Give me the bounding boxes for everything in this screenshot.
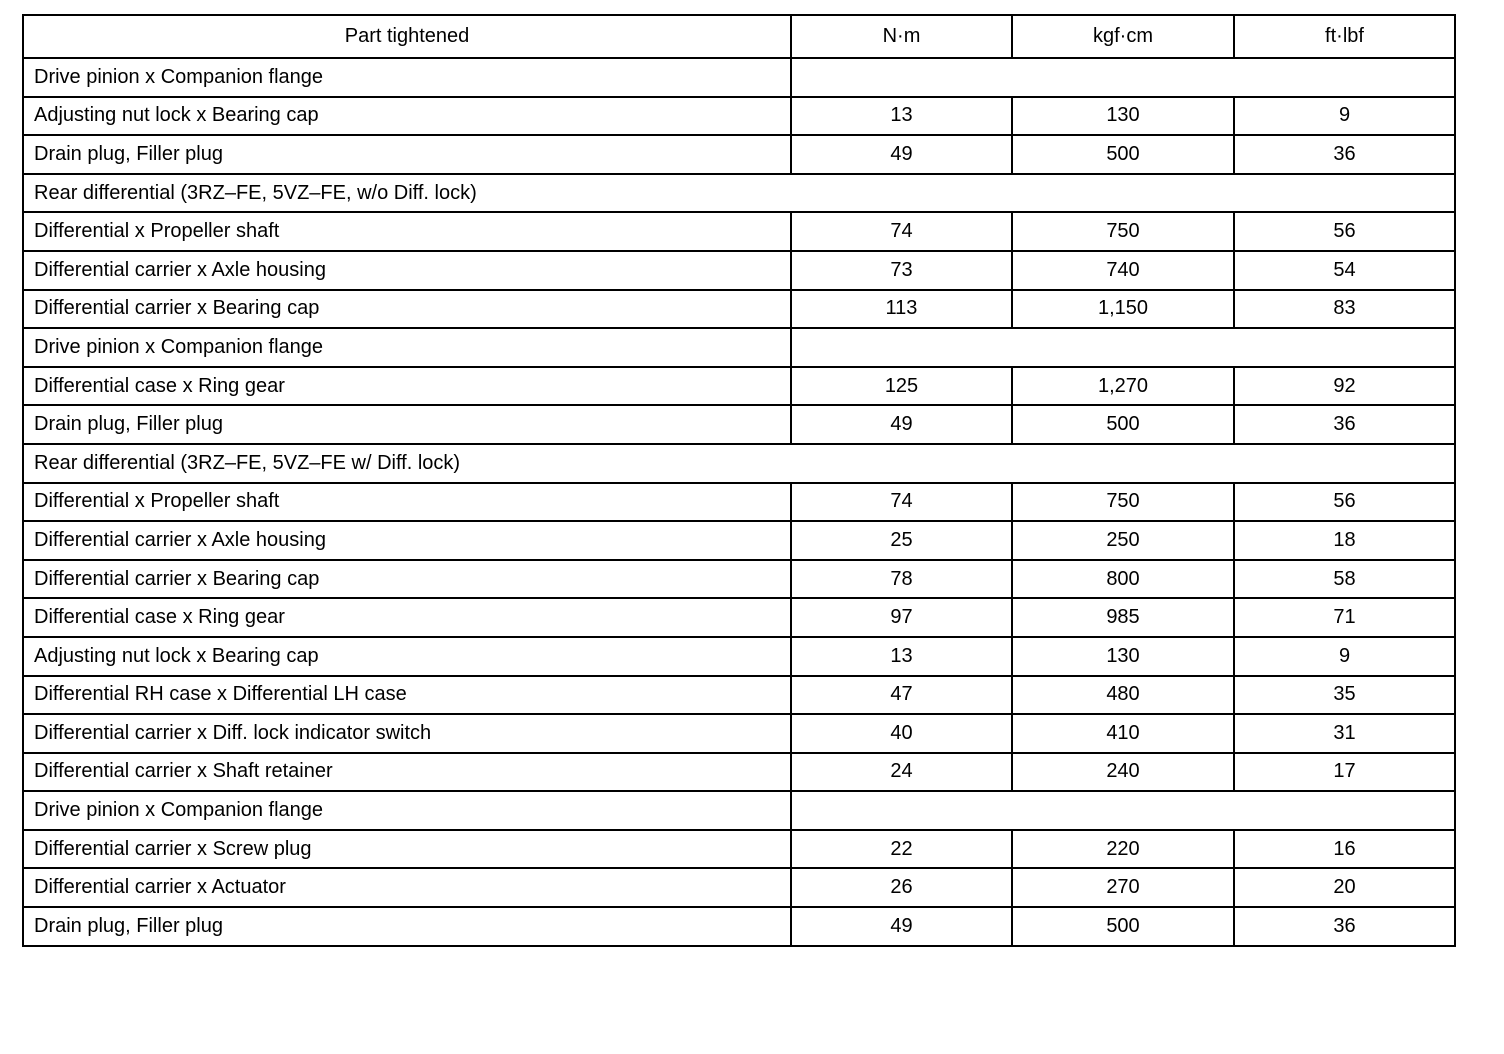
cell-newton-meter: 22 [791,830,1012,869]
cell-kgf-cm: 240 [1012,753,1234,792]
cell-ft-lbf: 36 [1234,907,1455,946]
cell-part-tightened: Drain plug, Filler plug [23,135,791,174]
cell-ft-lbf: 31 [1234,714,1455,753]
table-header-row [23,15,1455,58]
cell-part-tightened: Differential RH case x Differential LH case [23,676,791,715]
cell-part-tightened: Drain plug, Filler plug [23,405,791,444]
cell-kgf-cm: 500 [1012,405,1234,444]
cell-kgf-cm: 750 [1012,212,1234,251]
cell-part-tightened: Differential carrier x Diff. lock indicator switch [23,714,791,753]
table-row [23,714,1455,753]
cell-newton-meter: 49 [791,907,1012,946]
cell-kgf-cm: 750 [1012,483,1234,522]
cell-part-tightened: Differential carrier x Axle housing [23,251,791,290]
group-label: Drive pinion x Companion flange [23,58,791,97]
cell-part-tightened: Differential carrier x Screw plug [23,830,791,869]
table-row [23,483,1455,522]
cell-part-tightened: Differential x Propeller shaft [23,483,791,522]
cell-newton-meter: 125 [791,367,1012,406]
table-row [23,212,1455,251]
cell-kgf-cm: 220 [1012,830,1234,869]
cell-ft-lbf: 17 [1234,753,1455,792]
cell-newton-meter: 24 [791,753,1012,792]
section-heading-row [23,174,1455,213]
table-row [23,560,1455,599]
table-row [23,251,1455,290]
cell-kgf-cm: 740 [1012,251,1234,290]
cell-newton-meter: 49 [791,135,1012,174]
cell-newton-meter: 47 [791,676,1012,715]
table-row [23,521,1455,560]
cell-part-tightened: Differential carrier x Bearing cap [23,290,791,329]
cell-newton-meter: 13 [791,97,1012,136]
cell-ft-lbf: 56 [1234,212,1455,251]
cell-ft-lbf: 18 [1234,521,1455,560]
table-row [23,97,1455,136]
cell-newton-meter: 13 [791,637,1012,676]
cell-kgf-cm: 130 [1012,97,1234,136]
table-body [23,58,1455,946]
cell-newton-meter: 73 [791,251,1012,290]
cell-kgf-cm: 985 [1012,598,1234,637]
table-row [23,135,1455,174]
cell-newton-meter: 25 [791,521,1012,560]
cell-kgf-cm: 500 [1012,135,1234,174]
cell-ft-lbf: 71 [1234,598,1455,637]
cell-kgf-cm: 410 [1012,714,1234,753]
cell-newton-meter: 78 [791,560,1012,599]
section-heading: Rear differential (3RZ–FE, 5VZ–FE w/ Diff. lock) [23,444,1455,483]
cell-part-tightened: Differential carrier x Shaft retainer [23,753,791,792]
header-part-tightened: Part tightened [23,15,791,58]
cell-ft-lbf: 92 [1234,367,1455,406]
cell-newton-meter: 26 [791,868,1012,907]
cell-ft-lbf: 16 [1234,830,1455,869]
cell-part-tightened: Differential carrier x Bearing cap [23,560,791,599]
section-heading-row [23,444,1455,483]
table-row [23,637,1455,676]
cell-ft-lbf: 36 [1234,135,1455,174]
group-empty-values [791,328,1455,367]
table-row [23,868,1455,907]
cell-kgf-cm: 480 [1012,676,1234,715]
cell-ft-lbf: 9 [1234,97,1455,136]
header-ft-lbf: ft·lbf [1234,15,1455,58]
cell-newton-meter: 74 [791,212,1012,251]
table-row [23,753,1455,792]
cell-kgf-cm: 800 [1012,560,1234,599]
section-heading: Rear differential (3RZ–FE, 5VZ–FE, w/o Diff. lock) [23,174,1455,213]
group-empty-values [791,58,1455,97]
torque-spec-table [22,14,1456,947]
cell-kgf-cm: 500 [1012,907,1234,946]
table-row [23,290,1455,329]
cell-kgf-cm: 130 [1012,637,1234,676]
group-row [23,328,1455,367]
cell-ft-lbf: 58 [1234,560,1455,599]
group-label: Drive pinion x Companion flange [23,791,791,830]
table-row [23,367,1455,406]
cell-ft-lbf: 9 [1234,637,1455,676]
cell-kgf-cm: 250 [1012,521,1234,560]
group-row [23,58,1455,97]
cell-kgf-cm: 270 [1012,868,1234,907]
cell-ft-lbf: 54 [1234,251,1455,290]
table-row [23,598,1455,637]
cell-newton-meter: 40 [791,714,1012,753]
header-newton-meter: N·m [791,15,1012,58]
cell-part-tightened: Drain plug, Filler plug [23,907,791,946]
cell-ft-lbf: 56 [1234,483,1455,522]
cell-ft-lbf: 35 [1234,676,1455,715]
cell-newton-meter: 113 [791,290,1012,329]
group-row [23,791,1455,830]
table-row [23,830,1455,869]
cell-kgf-cm: 1,270 [1012,367,1234,406]
cell-part-tightened: Adjusting nut lock x Bearing cap [23,97,791,136]
cell-part-tightened: Differential case x Ring gear [23,367,791,406]
cell-newton-meter: 97 [791,598,1012,637]
group-empty-values [791,791,1455,830]
table-row [23,405,1455,444]
header-kgf-cm: kgf·cm [1012,15,1234,58]
cell-ft-lbf: 36 [1234,405,1455,444]
cell-part-tightened: Differential carrier x Axle housing [23,521,791,560]
cell-part-tightened: Differential carrier x Actuator [23,868,791,907]
cell-part-tightened: Adjusting nut lock x Bearing cap [23,637,791,676]
cell-newton-meter: 49 [791,405,1012,444]
cell-part-tightened: Differential case x Ring gear [23,598,791,637]
table-row [23,676,1455,715]
table-row [23,907,1455,946]
cell-ft-lbf: 83 [1234,290,1455,329]
cell-ft-lbf: 20 [1234,868,1455,907]
cell-kgf-cm: 1,150 [1012,290,1234,329]
group-label: Drive pinion x Companion flange [23,328,791,367]
cell-newton-meter: 74 [791,483,1012,522]
cell-part-tightened: Differential x Propeller shaft [23,212,791,251]
